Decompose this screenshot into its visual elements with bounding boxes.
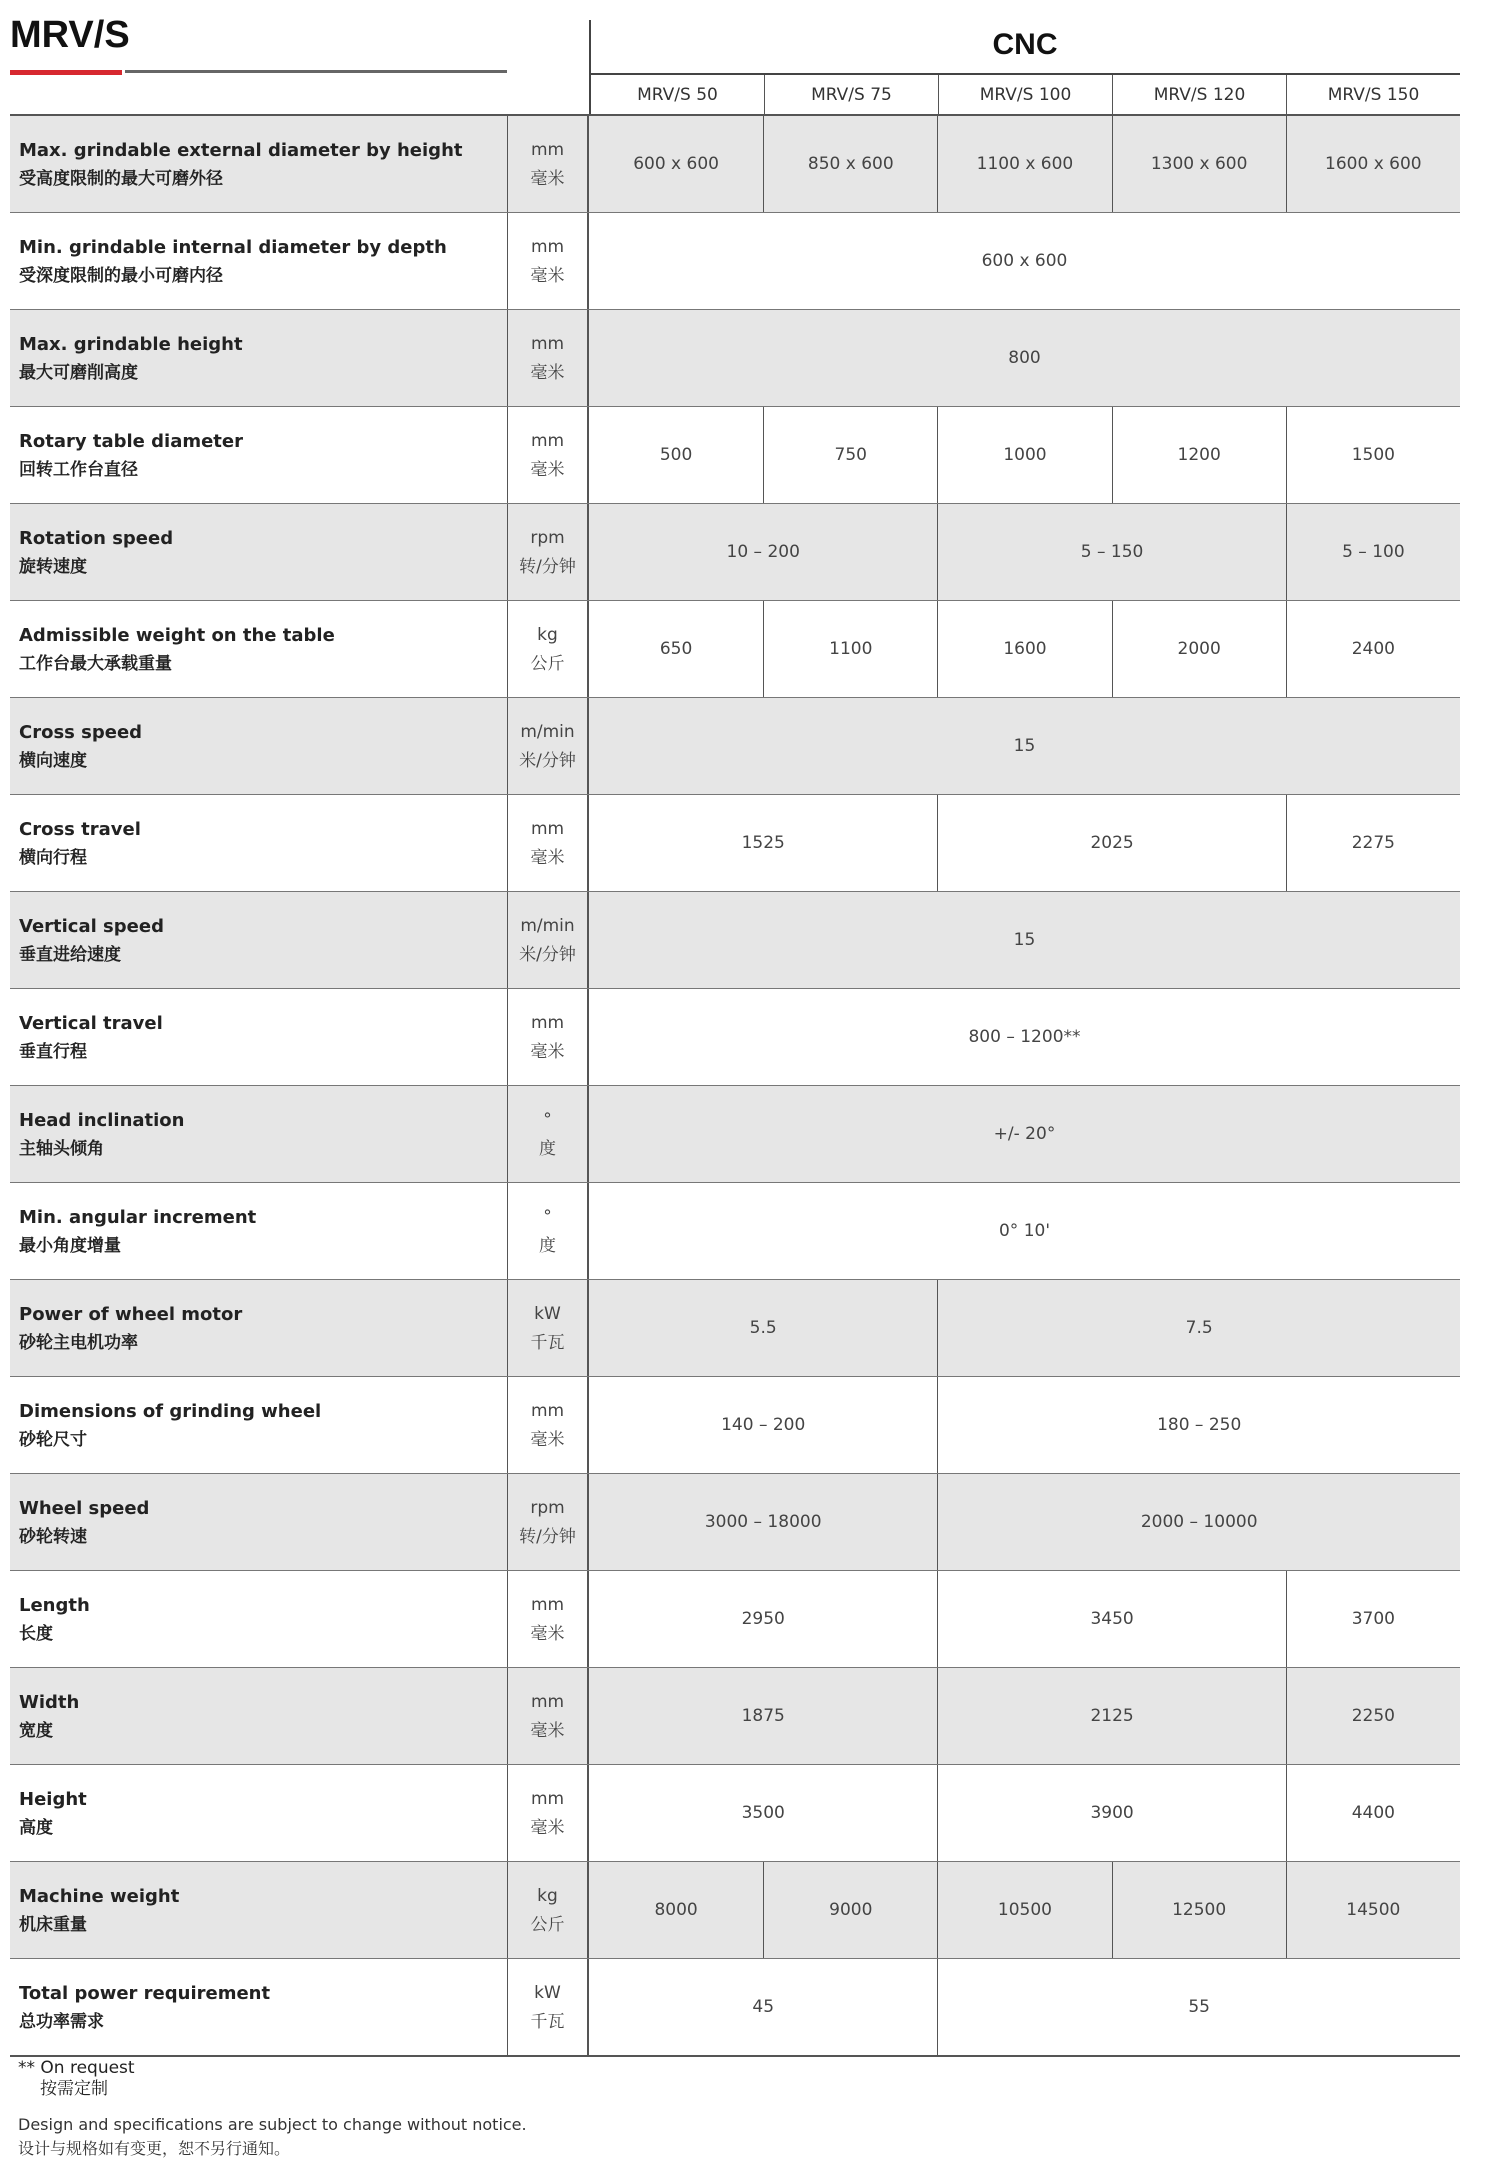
spec-label	[10, 1959, 507, 2055]
spec-label	[10, 795, 507, 891]
spec-values	[589, 1571, 1460, 1667]
spec-label-en: Min. angular increment	[19, 1206, 257, 1228]
spec-label-en: Admissible weight on the table	[19, 624, 335, 646]
spec-value: 5 – 100	[1286, 504, 1460, 600]
spec-value: 2400	[1286, 601, 1460, 697]
spec-label-en: Length	[19, 1594, 90, 1616]
spec-unit	[507, 1959, 589, 2055]
table-row	[10, 698, 1460, 795]
table-row	[10, 1474, 1460, 1571]
spec-unit	[507, 1862, 589, 1958]
spec-label-en: Vertical speed	[19, 915, 164, 937]
spec-label-zh: 砂轮尺寸	[19, 1429, 87, 1450]
unit-zh: 毫米	[530, 1720, 565, 1741]
unit-en: mm	[530, 1400, 565, 1421]
spec-value: 1200	[1112, 407, 1286, 503]
spec-label	[10, 989, 507, 1085]
spec-value: 4400	[1286, 1765, 1460, 1861]
spec-unit	[507, 892, 589, 988]
spec-values	[589, 1086, 1460, 1182]
unit-en: °	[543, 1206, 552, 1227]
unit-en: mm	[530, 1594, 565, 1615]
spec-label	[10, 698, 507, 794]
spec-label-en: Height	[19, 1788, 87, 1810]
unit-en: mm	[530, 1691, 565, 1712]
spec-label	[10, 116, 507, 212]
table-row	[10, 1571, 1460, 1668]
spec-label	[10, 1474, 507, 1570]
spec-label-en: Power of wheel motor	[19, 1303, 243, 1325]
spec-value: 800	[1008, 348, 1041, 368]
spec-value: 45	[752, 1997, 775, 2017]
unit-en: °	[543, 1109, 552, 1130]
spec-value: 2250	[1286, 1668, 1460, 1764]
spec-label-en: Wheel speed	[19, 1497, 150, 1519]
spec-label	[10, 1086, 507, 1182]
spec-unit	[507, 213, 589, 309]
spec-label-zh: 垂直行程	[19, 1041, 87, 1062]
spec-label-zh: 砂轮主电机功率	[19, 1332, 138, 1353]
spec-value: 600 x 600	[981, 251, 1068, 271]
spec-value: 750	[763, 407, 937, 503]
page-title: MRV/S	[10, 14, 130, 56]
unit-en: mm	[530, 430, 565, 451]
spec-label-en: Total power requirement	[19, 1982, 271, 2004]
spec-label-en: Min. grindable internal diameter by depth	[19, 236, 447, 258]
spec-values	[589, 892, 1460, 988]
unit-en: m/min	[520, 721, 575, 742]
spec-unit	[507, 1086, 589, 1182]
spec-label-zh: 最大可磨削高度	[19, 362, 138, 383]
spec-unit	[507, 1571, 589, 1667]
spec-label-en: Cross speed	[19, 721, 143, 743]
unit-zh: 转/分钟	[519, 556, 576, 577]
spec-value: 15	[1013, 736, 1036, 756]
unit-zh: 千瓦	[530, 2011, 565, 2032]
spec-value: 1100 x 600	[937, 116, 1111, 212]
unit-en: mm	[530, 1788, 565, 1809]
spec-label	[10, 1862, 507, 1958]
spec-unit	[507, 1377, 589, 1473]
spec-label-en: Head inclination	[19, 1109, 185, 1131]
unit-zh: 毫米	[530, 168, 565, 189]
spec-unit	[507, 989, 589, 1085]
unit-en: mm	[530, 139, 565, 160]
spec-unit	[507, 310, 589, 406]
unit-en: kW	[534, 1303, 561, 1324]
spec-label-zh: 高度	[19, 1817, 53, 1838]
spec-value: 140 – 200	[721, 1415, 806, 1435]
unit-zh: 毫米	[530, 1817, 565, 1838]
spec-label-zh: 工作台最大承载重量	[19, 653, 172, 674]
unit-en: mm	[530, 333, 565, 354]
spec-value: 5.5	[749, 1318, 777, 1338]
unit-zh: 毫米	[530, 847, 565, 868]
table-row	[10, 1765, 1460, 1862]
spec-label	[10, 1571, 507, 1667]
spec-value: 3500	[741, 1803, 785, 1823]
spec-value: 12500	[1112, 1862, 1286, 1958]
unit-en: mm	[530, 236, 565, 257]
disclaimer-en: Design and specifications are subject to change without notice.	[18, 2115, 527, 2134]
unit-zh: 毫米	[530, 1041, 565, 1062]
unit-zh: 度	[539, 1138, 556, 1159]
spec-label	[10, 310, 507, 406]
spec-values	[589, 213, 1460, 309]
unit-zh: 毫米	[530, 1429, 565, 1450]
spec-values	[589, 1377, 1460, 1473]
spec-values	[589, 1765, 1460, 1861]
spec-label	[10, 1280, 507, 1376]
unit-zh: 公斤	[530, 1914, 565, 1935]
unit-en: m/min	[520, 915, 575, 936]
model-header: MRV/S 75	[764, 75, 938, 115]
spec-values	[589, 1280, 1460, 1376]
table-row	[10, 1377, 1460, 1474]
spec-value: 850 x 600	[763, 116, 937, 212]
table-row	[10, 795, 1460, 892]
table-row	[10, 1280, 1460, 1377]
spec-label-en: Dimensions of grinding wheel	[19, 1400, 322, 1422]
spec-unit	[507, 407, 589, 503]
spec-unit	[507, 1765, 589, 1861]
unit-zh: 米/分钟	[519, 750, 576, 771]
spec-label-en: Machine weight	[19, 1885, 180, 1907]
unit-zh: 毫米	[530, 265, 565, 286]
table-row	[10, 1959, 1460, 2057]
spec-value: 2950	[741, 1609, 785, 1629]
spec-value: 3900	[937, 1765, 1285, 1861]
spec-value: 7.5	[937, 1280, 1460, 1376]
spec-label-zh: 受高度限制的最大可磨外径	[19, 168, 223, 189]
spec-values	[589, 504, 1460, 600]
spec-values	[589, 310, 1460, 406]
title-divider-rule	[125, 70, 507, 73]
unit-zh: 度	[539, 1235, 556, 1256]
spec-value: 1600	[937, 601, 1111, 697]
spec-label-en: Width	[19, 1691, 80, 1713]
table-row	[10, 116, 1460, 213]
spec-value: +/- 20°	[993, 1124, 1056, 1144]
spec-table	[10, 114, 1460, 2057]
spec-label	[10, 504, 507, 600]
spec-unit	[507, 795, 589, 891]
spec-values	[589, 698, 1460, 794]
spec-value: 3700	[1286, 1571, 1460, 1667]
spec-label-zh: 最小角度增量	[19, 1235, 121, 1256]
spec-label-zh: 横向行程	[19, 847, 87, 868]
spec-label-en: Rotation speed	[19, 527, 174, 549]
table-row	[10, 213, 1460, 310]
spec-label-zh: 砂轮转速	[19, 1526, 87, 1547]
spec-value: 180 – 250	[937, 1377, 1460, 1473]
unit-en: kg	[537, 1885, 558, 1906]
spec-value: 8000	[654, 1900, 698, 1920]
table-row	[10, 1183, 1460, 1280]
spec-label-en: Max. grindable external diameter by height	[19, 139, 463, 161]
spec-values	[589, 1959, 1460, 2055]
table-row	[10, 407, 1460, 504]
spec-label-en: Cross travel	[19, 818, 141, 840]
spec-value: 2000 – 10000	[937, 1474, 1460, 1570]
spec-value: 2275	[1286, 795, 1460, 891]
spec-value: 2000	[1112, 601, 1286, 697]
unit-zh: 毫米	[530, 459, 565, 480]
spec-label-en: Max. grindable height	[19, 333, 243, 355]
unit-zh: 转/分钟	[519, 1526, 576, 1547]
spec-value: 2125	[937, 1668, 1285, 1764]
unit-en: rpm	[530, 1497, 565, 1518]
spec-value: 650	[659, 639, 693, 659]
spec-unit	[507, 1280, 589, 1376]
spec-unit	[507, 116, 589, 212]
table-row	[10, 1862, 1460, 1959]
model-header: MRV/S 50	[637, 85, 718, 105]
spec-unit	[507, 698, 589, 794]
unit-zh: 千瓦	[530, 1332, 565, 1353]
spec-values	[589, 989, 1460, 1085]
spec-label	[10, 213, 507, 309]
footnote-text-zh: 按需定制	[40, 2079, 108, 2099]
table-row	[10, 892, 1460, 989]
spec-values	[589, 116, 1460, 212]
spec-value: 2025	[937, 795, 1285, 891]
model-header: MRV/S 120	[1112, 75, 1286, 115]
unit-en: kW	[534, 1982, 561, 2003]
spec-label-en: Rotary table diameter	[19, 430, 243, 452]
spec-value: 0° 10'	[998, 1221, 1051, 1241]
spec-unit	[507, 1183, 589, 1279]
disclaimer	[18, 2113, 527, 2161]
unit-en: mm	[530, 818, 565, 839]
spec-value: 1875	[741, 1706, 785, 1726]
spec-label-zh: 旋转速度	[19, 556, 87, 577]
spec-label-zh: 受深度限制的最小可磨内径	[19, 265, 223, 286]
spec-value: 55	[937, 1959, 1460, 2055]
disclaimer-zh: 设计与规格如有变更，恕不另行通知。	[18, 2139, 291, 2158]
spec-value: 1600 x 600	[1286, 116, 1460, 212]
model-header: MRV/S 100	[938, 75, 1112, 115]
spec-label	[10, 1183, 507, 1279]
footnote	[18, 2058, 135, 2100]
spec-value: 9000	[763, 1862, 937, 1958]
unit-zh: 毫米	[530, 1623, 565, 1644]
spec-values	[589, 1862, 1460, 1958]
spec-label	[10, 1377, 507, 1473]
spec-value: 5 – 150	[937, 504, 1285, 600]
spec-value: 10 – 200	[726, 542, 800, 562]
model-header: MRV/S 150	[1286, 75, 1460, 115]
spec-label-zh: 长度	[19, 1623, 53, 1644]
spec-value: 3000 – 18000	[704, 1512, 822, 1532]
unit-en: rpm	[530, 527, 565, 548]
spec-label-zh: 主轴头倾角	[19, 1138, 104, 1159]
model-header-row	[591, 75, 1460, 115]
table-row	[10, 601, 1460, 698]
unit-zh: 米/分钟	[519, 944, 576, 965]
spec-values	[589, 795, 1460, 891]
spec-label	[10, 407, 507, 503]
unit-en: mm	[530, 1012, 565, 1033]
spec-unit	[507, 1668, 589, 1764]
spec-label	[10, 892, 507, 988]
table-row	[10, 1668, 1460, 1765]
spec-unit	[507, 504, 589, 600]
spec-label	[10, 1765, 507, 1861]
spec-label-zh: 横向速度	[19, 750, 87, 771]
spec-value: 1525	[741, 833, 785, 853]
spec-value: 500	[659, 445, 693, 465]
spec-value: 800 – 1200**	[968, 1027, 1081, 1047]
spec-label-zh: 总功率需求	[19, 2011, 104, 2032]
spec-value: 3450	[937, 1571, 1285, 1667]
spec-value: 15	[1013, 930, 1036, 950]
spec-label-zh: 回转工作台直径	[19, 459, 138, 480]
unit-zh: 公斤	[530, 653, 565, 674]
unit-en: kg	[537, 624, 558, 645]
group-heading: CNC	[992, 28, 1058, 61]
spec-values	[589, 407, 1460, 503]
spec-label-zh: 宽度	[19, 1720, 53, 1741]
spec-value: 1000	[937, 407, 1111, 503]
spec-unit	[507, 601, 589, 697]
footnote-text: ** On request	[18, 2058, 135, 2078]
spec-value: 1100	[763, 601, 937, 697]
spec-label-zh: 垂直进给速度	[19, 944, 121, 965]
spec-value: 10500	[937, 1862, 1111, 1958]
spec-label	[10, 601, 507, 697]
spec-label	[10, 1668, 507, 1764]
table-row	[10, 310, 1460, 407]
spec-unit	[507, 1474, 589, 1570]
spec-value: 600 x 600	[633, 154, 719, 174]
spec-label-zh: 机床重量	[19, 1914, 87, 1935]
spec-label-en: Vertical travel	[19, 1012, 163, 1034]
unit-zh: 毫米	[530, 362, 565, 383]
spec-values	[589, 1183, 1460, 1279]
spec-values	[589, 1668, 1460, 1764]
table-row	[10, 504, 1460, 601]
spec-value: 1300 x 600	[1112, 116, 1286, 212]
title-accent-rule	[10, 70, 122, 75]
spec-value: 1500	[1286, 407, 1460, 503]
table-row	[10, 989, 1460, 1086]
table-row	[10, 1086, 1460, 1183]
spec-value: 14500	[1286, 1862, 1460, 1958]
spec-values	[589, 601, 1460, 697]
spec-values	[589, 1474, 1460, 1570]
